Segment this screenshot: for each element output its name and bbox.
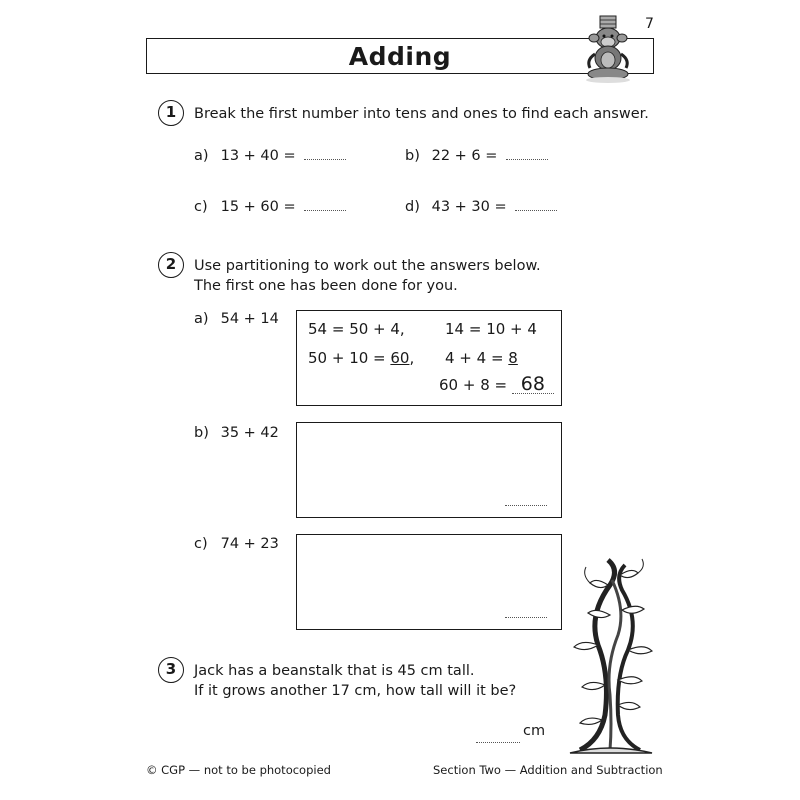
item-label: a) xyxy=(194,311,209,327)
q1-item-b xyxy=(405,145,548,164)
item-label: a) xyxy=(194,148,209,164)
answer-line[interactable] xyxy=(505,505,547,506)
answer-line[interactable] xyxy=(505,617,547,618)
q1-item-d xyxy=(405,196,557,215)
question-3-number: 3 xyxy=(158,657,184,683)
question-3-text-line2: If it grows another 17 cm, how tall will it be? xyxy=(194,683,517,699)
item-expression: 74 + 23 xyxy=(220,536,279,552)
worked-step: 14 = 10 + 4 xyxy=(445,320,537,338)
working-box-c[interactable] xyxy=(296,534,562,630)
question-1-number: 1 xyxy=(158,100,184,126)
worked-example-box xyxy=(296,310,562,406)
answer-line[interactable] xyxy=(476,742,520,743)
q2-item-a xyxy=(194,311,279,327)
item-label: c) xyxy=(194,536,208,552)
item-expression: 43 + 30 = xyxy=(431,199,507,215)
item-label: d) xyxy=(405,199,420,215)
item-expression: 13 + 40 = xyxy=(220,148,296,164)
item-expression: 54 + 14 xyxy=(220,311,279,327)
answer-line[interactable] xyxy=(506,145,548,160)
answer-line[interactable] xyxy=(515,196,557,211)
beanstalk-illustration xyxy=(560,555,660,755)
working-box-b[interactable] xyxy=(296,422,562,518)
q1-item-c xyxy=(194,196,346,215)
q2-item-c xyxy=(194,536,279,552)
item-label: c) xyxy=(194,199,208,215)
q1-item-a xyxy=(194,145,346,164)
q2-item-b xyxy=(194,425,279,441)
worked-step: 4 + 4 = 8 xyxy=(445,349,518,367)
item-expression: 15 + 60 = xyxy=(220,199,296,215)
answer-unit: cm xyxy=(523,723,546,739)
item-label: b) xyxy=(405,148,420,164)
answer-line[interactable] xyxy=(304,145,346,160)
worked-step: 60 + 8 = 68 xyxy=(439,375,554,394)
question-3-text-line1: Jack has a beanstalk that is 45 cm tall. xyxy=(194,663,475,679)
worked-step: 54 = 50 + 4, xyxy=(308,320,405,338)
footer-section: Section Two — Addition and Subtraction xyxy=(433,763,663,777)
question-2-number: 2 xyxy=(158,252,184,278)
item-expression: 22 + 6 = xyxy=(431,148,498,164)
item-label: b) xyxy=(194,425,209,441)
monkey-sitting-icon xyxy=(578,14,638,84)
answer-line[interactable] xyxy=(304,196,346,211)
worked-step: 50 + 10 = 60, xyxy=(308,349,415,367)
question-1-text: Break the first number into tens and ones to find each answer. xyxy=(194,106,649,122)
item-expression: 35 + 42 xyxy=(220,425,279,441)
page-number: 7 xyxy=(645,16,654,32)
question-2-text-line2: The first one has been done for you. xyxy=(194,278,458,294)
question-2-text-line1: Use partitioning to work out the answers below. xyxy=(194,258,541,274)
footer-copyright: © CGP — not to be photocopied xyxy=(146,763,331,777)
worked-answer: 68 xyxy=(512,375,554,394)
page-title: Adding xyxy=(348,42,452,71)
